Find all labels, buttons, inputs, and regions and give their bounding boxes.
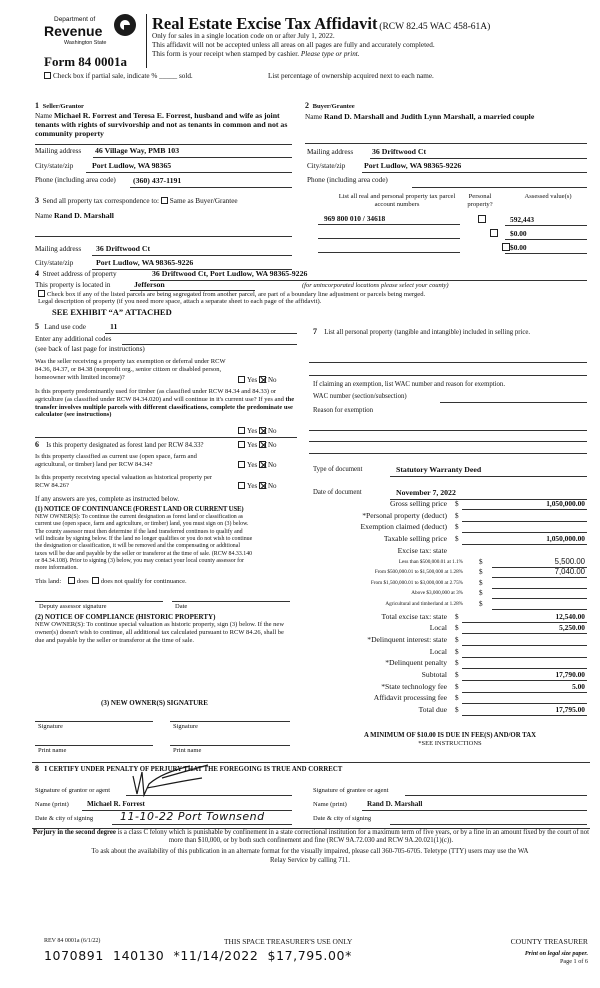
accessibility-notice: To ask about the availability of this publication in an alternate format for the visually impaired, please call 360-705-6705. Teletype (TTY) users may use the WA Relay Service by calling 711.	[91, 848, 529, 864]
partial-sale[interactable]	[44, 72, 193, 81]
notice-2-title: (2) NOTICE OF COMPLIANCE (HISTORIC PROPERTY)	[35, 613, 216, 621]
header-note-3-italic: Please type or print.	[300, 50, 360, 58]
header-note-3	[152, 50, 360, 59]
seller-phone-value: (360) 437-1191	[133, 176, 182, 185]
no-label: No	[267, 441, 277, 449]
new-owner-signature-label-2: Signature	[173, 723, 198, 730]
forest-q3-yes-checkbox[interactable]	[238, 482, 245, 489]
assessed-value-underline	[505, 225, 587, 226]
dollar-sign: $	[455, 671, 459, 679]
seller-section-num: 1	[35, 101, 39, 110]
tax-row-underline	[462, 509, 587, 510]
assessed-value[interactable]: 592,443	[510, 215, 535, 224]
land-use-q1: Was the seller receiving a property tax exemption or deferral under RCW 84.36, 84.37, or 84.38 (nonprofit org., senior citizen or disabled person, homeowner with limited income)?	[35, 358, 226, 381]
land-use-q2-yes-checkbox[interactable]	[238, 427, 245, 434]
additional-codes-label: Enter any additional codes	[35, 335, 112, 343]
dollar-sign: $	[479, 568, 483, 577]
buyer-section-label: Buyer/Grantee	[312, 103, 355, 110]
doc-date-value[interactable]: November 7, 2022	[396, 488, 456, 497]
agency-line-3: Washington State	[64, 40, 107, 46]
section-5-6-divider	[35, 437, 297, 438]
dollar-sign: $	[455, 511, 459, 520]
legal-description-label: Legal description of property (if you need more space, attach a separate sheet to each page of the affidavit).	[38, 298, 322, 305]
dollar-sign: $	[455, 624, 459, 633]
property-street-label: Street address of property	[42, 270, 117, 278]
personal-property-checkbox[interactable]	[502, 243, 510, 251]
doc-type-label: Type of document	[313, 466, 363, 473]
reason-line-1[interactable]	[309, 430, 587, 431]
tax-row-underline	[462, 645, 587, 646]
land-use-q2-no-checkbox[interactable]	[259, 427, 266, 434]
segregated-checkbox[interactable]	[38, 290, 45, 297]
continuance-field	[35, 577, 187, 586]
tax-row-underline	[462, 715, 587, 716]
perjury-text: is a class C felony which is punishable by confinement in a state correctional institution for a maximum term of five years, or by a fine in an amount fixed by the court of not more than $10,000, or by both such confinement and fine (RCW 9A.72.030 and RCW 9A.20.021(1)(c)).	[115, 829, 589, 845]
excise-tax-header: Excise tax: state	[397, 545, 447, 555]
tax-row-value[interactable]: 5,250.00	[559, 623, 585, 633]
dollar-sign: $	[455, 694, 459, 703]
deputy-signature-label: Deputy assessor signature	[39, 603, 107, 610]
parcel-number-underline	[318, 224, 460, 225]
buyer-heading	[305, 101, 587, 111]
parcel-number[interactable]: 969 800 010 / 34618	[324, 214, 386, 223]
notice-1-title: (1) NOTICE OF CONTINUANCE (FOREST LAND OR CURRENT USE)	[35, 506, 244, 513]
seller-mailing-underline	[93, 157, 292, 158]
tax-row-underline	[462, 692, 587, 693]
seller-name-label: Name	[35, 112, 53, 121]
seller-mailing-label: Mailing address	[35, 147, 82, 155]
tax-row-label: Local	[429, 623, 447, 633]
section-8-top-divider	[32, 762, 590, 763]
tax-bracket-label: Above $3,000,000 at 3%	[411, 590, 463, 597]
tax-row-value[interactable]: 5.00	[572, 681, 585, 691]
buyer-name-underline	[305, 143, 587, 144]
yes-label: Yes	[247, 482, 258, 490]
property-street-field[interactable]	[35, 269, 117, 279]
no-label: No	[267, 376, 277, 384]
does-not-label: does not qualify for continuance.	[100, 578, 187, 585]
seller-phone-label: Phone (including area code)	[35, 176, 116, 184]
assessed-value-underline	[505, 239, 587, 240]
land-use-underline	[105, 333, 297, 334]
tax-row-underline	[462, 521, 587, 522]
forest-q3-answer[interactable]	[238, 482, 277, 491]
seller-section-label: Seller/Grantor	[42, 103, 84, 110]
tax-row-value[interactable]: 17,790.00	[555, 670, 585, 679]
county-treasurer: COUNTY TREASURER	[510, 937, 588, 946]
dollar-sign: $	[455, 635, 459, 644]
buyer-mailing-value: 36 Driftwood Ct	[372, 147, 427, 156]
dor-logo-icon	[114, 14, 136, 36]
property-street-underline	[150, 280, 587, 281]
dor-logo	[44, 14, 146, 48]
exemption-intro: If claiming an exemption, list WAC number and reason for exemption.	[313, 381, 506, 388]
grantee-date-city-underline[interactable]	[390, 824, 587, 825]
parcel-number-underline	[318, 252, 460, 253]
correspondence-mailing-underline	[92, 255, 292, 256]
doc-type-value[interactable]: Statutory Warranty Deed	[396, 465, 482, 474]
personal-property-label	[313, 326, 585, 339]
segregated-label: Check box if any of the listed parcels are being segregated from another parcel, are part of a boundary line adjustment or parcels being merged.	[47, 291, 426, 298]
property-located-note: (for unincorporated locations please select your county)	[302, 282, 449, 289]
rev-code: REV 84 0001a (6/1/22)	[44, 938, 101, 944]
correspondence-name-field[interactable]	[35, 211, 114, 221]
forest-q2-answer[interactable]	[238, 461, 277, 470]
treasurer-use-only: THIS SPACE TREASURER'S USE ONLY	[224, 937, 353, 946]
tax-row-label: Total excise tax: state	[381, 611, 447, 621]
seller-mailing-value: 46 Village Way, PMB 103	[95, 146, 180, 155]
seller-section	[35, 101, 292, 139]
certify-section-num: 8	[35, 764, 39, 773]
tax-row-label: Local	[429, 646, 447, 656]
grantor-name-value[interactable]: Michael R. Forrest	[87, 800, 145, 808]
same-as-buyer-label: Same as Buyer/Grantee	[169, 197, 238, 205]
dollar-sign: $	[455, 500, 459, 508]
does-label: does	[76, 578, 89, 585]
tax-row-label: Exemption claimed (deduct)	[360, 522, 447, 532]
personal-property-text: List all personal property (tangible and intangible) included in selling price.	[324, 329, 531, 336]
personal-property-line-2[interactable]	[309, 375, 587, 376]
grantee-name-value[interactable]: Rand D. Marshall	[367, 800, 423, 808]
personal-property-section-num: 7	[313, 327, 317, 336]
buyer-section-num: 2	[305, 101, 309, 110]
grantee-name-label: Name (print)	[313, 801, 347, 808]
additional-codes-underline[interactable]	[122, 344, 297, 345]
additional-codes-note: (see back of last page for instructions)	[35, 345, 145, 353]
assessed-value-underline	[505, 253, 587, 254]
agency-line-1: Department of	[54, 16, 96, 23]
new-owner-signature-line-1[interactable]	[35, 721, 153, 722]
minimum-note: A MINIMUM OF $10.00 IS DUE IN FEE(S) AND/OR TAX	[363, 732, 537, 739]
parcel-col-header: List all real and personal property tax parcel account numbers	[338, 193, 456, 208]
seller-name-field[interactable]	[35, 112, 292, 139]
seller-city-label: City/state/zip	[35, 162, 74, 170]
buyer-city-underline	[362, 172, 587, 173]
page-number: Page 1 of 6	[559, 958, 588, 965]
reason-label: Reason for exemption	[313, 407, 374, 414]
new-owner-print-label-1: Print name	[38, 747, 67, 754]
property-street-value: 36 Driftwood Ct, Port Ludlow, WA 98365-9226	[152, 269, 308, 278]
tax-row-label: *Delinquent interest: state	[367, 634, 447, 644]
tax-bracket-underline	[492, 588, 587, 589]
personal-property-checkbox[interactable]	[478, 215, 486, 223]
perjury-notice	[32, 829, 590, 846]
grantor-date-city-label: Date & city of signing	[35, 815, 94, 822]
property-located-label: This property is located in	[35, 281, 111, 289]
forest-section-num: 6	[35, 440, 39, 449]
land-use-section-num: 5	[35, 322, 39, 331]
header-note-2: This affidavit will not be accepted unless all areas on all pages are fully and accurately completed.	[152, 41, 435, 49]
tax-bracket-label: Agricultural and timberland at 1.28%	[385, 600, 463, 607]
tax-row-value[interactable]: 1,050,000.00	[546, 499, 585, 508]
header-note-1: Only for sales in a single location code on or after July 1, 2022.	[152, 32, 335, 40]
correspondence-section-num: 3	[35, 196, 39, 205]
yes-label: Yes	[247, 376, 258, 384]
if-yes-note: If any answers are yes, complete as instructed below.	[35, 496, 180, 503]
partial-sale-checkbox[interactable]	[44, 72, 51, 79]
grantee-date-city-label: Date & city of signing	[313, 815, 372, 822]
doc-date-label: Date of document	[313, 489, 362, 496]
seller-name-value: Michael R. Forrest and Teresa E. Forrest, husband and wife as joint tenants with rights of survivorship and not as tenants in common and not as community property	[35, 111, 288, 138]
land-use-q1-no-checkbox[interactable]	[259, 376, 266, 383]
buyer-phone-label: Phone (including area code)	[307, 176, 388, 184]
new-owner-signature-title: (3) NEW OWNER(S) SIGNATURE	[101, 699, 208, 707]
new-owner-print-label-2: Print name	[173, 747, 202, 754]
grantee-signature-label: Signature of grantee or agent	[313, 787, 389, 794]
tax-bracket-value[interactable]: 5,500.00	[554, 556, 585, 566]
header-divider	[146, 14, 147, 68]
dollar-sign: $	[479, 589, 483, 598]
correspondence-name-underline	[35, 236, 292, 237]
tax-row-value[interactable]: 1,050,000.00	[546, 534, 585, 544]
grantor-name-label: Name (print)	[35, 801, 69, 808]
land-use-q2-bold: the transfer involves multiple parcels with different classifications, complete the predominate use calculator (see instructions)	[35, 395, 295, 419]
notice-1-body: NEW OWNER(S): To continue the current designation as forest land or classification as current use (open space, farm and agriculture, or timber) land, you must sign on (3) below. The county assessor must then determine if the land transferred continues to qualify and will indicate by signing below. If the land no longer qualifies or you do not wish to continue the designation or classification, it will be removed and the compensating or additional taxes will be due and payable by the seller or transferor at the time of sale. (RCW 84.33.140 or 84.34.108). Prior to signing (3) below, you may contact your local county assessor for more information.	[35, 514, 253, 572]
deputy-date-line[interactable]	[172, 601, 290, 602]
notice-2-body: NEW OWNER(S): To continue special valuation as historic property, sign (3) below. If the new owner(s) doesn't wish to continue, all additional tax calculated pursuant to RCW 84.26, shall be due and payable by the seller or transferor at the time of sale.	[35, 621, 285, 644]
grantor-signature-label: Signature of grantor or agent	[35, 787, 111, 794]
dollar-sign: $	[455, 523, 459, 532]
parcel-number-underline	[318, 238, 460, 239]
dollar-sign: $	[455, 647, 459, 656]
seller-city-underline	[86, 172, 292, 173]
tax-bracket-value[interactable]: 7,040.00	[554, 567, 585, 577]
tax-bracket-underline	[492, 577, 587, 578]
partial-sale-label: Check box if partial sale, indicate % _____ sold.	[53, 72, 193, 80]
certify-statement-text: I CERTIFY UNDER PENALTY OF PERJURY THAT THE FOREGOING IS TRUE AND CORRECT	[44, 766, 343, 773]
reason-line-2[interactable]	[309, 441, 587, 442]
tax-row-label: Taxable selling price	[383, 534, 447, 544]
tax-row-label: *Personal property (deduct)	[362, 510, 447, 520]
buyer-mailing-label: Mailing address	[307, 148, 354, 156]
tax-row-label: Subtotal	[421, 670, 447, 679]
doc-type-underline	[390, 476, 587, 477]
tax-row-value[interactable]: 12,540.00	[555, 611, 585, 621]
tax-row-label: Gross selling price	[390, 499, 447, 508]
forest-q2: Is this property classified as current use (open space, farm and agricultural, or timber) land per RCW 84.34?	[35, 453, 197, 468]
agency-line-2: Revenue	[44, 23, 103, 39]
print-note: Print on legal size paper.	[524, 950, 588, 957]
property-located-value[interactable]: Jefferson	[134, 280, 165, 289]
assessed-value[interactable]: $0.00	[510, 243, 527, 252]
deputy-signature-line[interactable]	[35, 601, 163, 602]
seller-phone-underline	[130, 187, 292, 188]
new-owner-signature-label-1: Signature	[38, 723, 63, 730]
new-owner-print-line-1[interactable]	[35, 745, 153, 746]
same-as-buyer-checkbox[interactable]	[161, 197, 168, 204]
land-use-code-field[interactable]	[35, 322, 86, 332]
correspondence-name-value: Rand D. Marshall	[53, 211, 114, 220]
correspondence-label: Send all property tax correspondence to:	[42, 197, 159, 205]
correspondence-mailing-label: Mailing address	[35, 245, 82, 253]
buyer-name-value: Rand D. Marshall and Judith Lynn Marshall, a married couple	[323, 112, 535, 122]
legal-description-value: SEE EXHIBIT “A” ATTACHED	[52, 307, 172, 317]
dollar-sign: $	[455, 682, 459, 691]
treasurer-stamp: 1070891 140130 *11/14/2022 $17,795.00*	[44, 948, 352, 963]
forest-q1-no-checkbox[interactable]	[259, 441, 266, 448]
tax-row-label: *State technology fee	[381, 681, 447, 691]
ownership-note: List percentage of ownership acquired next to each name.	[268, 72, 434, 80]
perjury-bold: Perjury in the second degree	[33, 829, 116, 836]
forest-q2-no-checkbox[interactable]	[259, 461, 266, 468]
forest-q2-yes-checkbox[interactable]	[238, 461, 245, 468]
reason-line-3[interactable]	[309, 453, 587, 454]
no-label: No	[267, 461, 277, 469]
personal-col-header: Personal property?	[467, 193, 493, 208]
land-use-code-value: 11	[110, 322, 118, 331]
form-number: Form 84 0001a	[44, 54, 128, 69]
forest-q3: Is this property receiving special valuation as historical property per RCW 84.26?	[35, 474, 213, 489]
property-section-num: 4	[35, 269, 39, 278]
correspondence-name-label: Name	[35, 212, 53, 220]
personal-property-line-1[interactable]	[309, 362, 587, 363]
correspondence-city-label: City/state/zip	[35, 259, 74, 267]
dollar-sign: $	[479, 599, 483, 608]
tax-row-value[interactable]: 17,795.00	[555, 705, 585, 715]
deputy-date-label: Date	[175, 603, 188, 610]
yes-label: Yes	[247, 461, 258, 469]
dollar-sign: $	[455, 535, 459, 544]
land-use-q1-yes-checkbox[interactable]	[238, 376, 245, 383]
assessed-value[interactable]: $0.00	[510, 229, 527, 238]
tax-row-label: Total due	[418, 705, 447, 715]
tax-row-label: *Delinquent penalty	[385, 658, 447, 668]
new-owner-print-line-2[interactable]	[170, 745, 290, 746]
land-use-code-label: Land use code	[44, 323, 86, 331]
forest-q1-text: Is this property designated as forest land per RCW 84.33?	[46, 442, 204, 449]
buyer-mailing-underline	[370, 158, 587, 159]
correspondence-mailing-value: 36 Driftwood Ct	[96, 244, 151, 253]
tax-bracket-label: Less than $500,000.01 at 1.1%	[398, 558, 463, 565]
tax-bracket-underline	[492, 598, 587, 599]
forest-q3-no-checkbox[interactable]	[259, 482, 266, 489]
no-label: No	[267, 427, 277, 435]
seller-heading	[35, 101, 292, 111]
seller-city-value: Port Ludlow, WA 98365	[92, 161, 172, 170]
dollar-sign: $	[455, 706, 459, 715]
yes-label: Yes	[247, 441, 258, 449]
seller-mailing-field[interactable]	[35, 147, 81, 156]
dollar-sign: $	[479, 557, 483, 566]
land-use-q2-answer[interactable]	[238, 427, 277, 436]
land-use-q2-text: Is this property predominantly used for timber (as classified under RCW 84.34 and 84.33) or agriculture (as classified under RCW 84.34.020) and will continue in it's current use? If yes and	[35, 388, 284, 403]
correspondence-city-value: Port Ludlow, WA 98365-9226	[96, 258, 194, 267]
wac-label: WAC number (section/subsection)	[313, 393, 407, 400]
forest-q1-yes-checkbox[interactable]	[238, 441, 245, 448]
grantor-date-city-value[interactable]: 11-10-22 Port Townsend	[120, 810, 265, 823]
does-qualify-checkbox[interactable]	[68, 577, 75, 584]
new-owner-signature-line-2[interactable]	[170, 721, 290, 722]
land-use-q2	[35, 388, 297, 419]
grantee-name-underline	[362, 810, 587, 811]
this-land-label: This land:	[35, 578, 62, 585]
yes-label: Yes	[247, 427, 258, 435]
buyer-city-label: City/state/zip	[307, 162, 346, 170]
dollar-sign: $	[455, 659, 459, 668]
buyer-name-field[interactable]	[305, 112, 587, 122]
title-text: Real Estate Excise Tax Affidavit	[152, 14, 378, 33]
tax-bracket-label: From $500,000.01 to $1,500,000 at 1.28%	[374, 569, 463, 576]
tax-row-label: Affidavit processing fee	[373, 693, 447, 703]
see-instructions: *SEE INSTRUCTIONS	[418, 740, 482, 747]
no-label: No	[267, 482, 277, 490]
title-cite: (RCW 82.45 WAC 458-61A)	[379, 22, 491, 32]
forest-q1	[35, 440, 204, 450]
buyer-city-value: Port Ludlow, WA 98365-9226	[364, 161, 462, 170]
tax-bracket-underline	[492, 609, 587, 610]
grantor-date-city-underline	[112, 824, 292, 825]
grantee-signature-line[interactable]	[405, 795, 587, 796]
header-note-3-text: This form is your receipt when stamped by cashier.	[152, 50, 300, 58]
correspondence-heading	[35, 196, 238, 206]
personal-property-checkbox[interactable]	[490, 229, 498, 237]
dollar-sign: $	[479, 578, 483, 587]
land-use-q1-answer[interactable]	[238, 376, 277, 385]
buyer-name-label: Name	[305, 113, 323, 122]
forest-q1-answer[interactable]	[238, 441, 277, 450]
tax-bracket-label: From $1,500,000.01 to $3,000,000 at 2.75%	[370, 579, 463, 586]
wac-input-line[interactable]	[440, 402, 587, 403]
does-not-qualify-checkbox[interactable]	[92, 577, 99, 584]
seller-name-underline	[35, 144, 292, 145]
grantor-signature[interactable]	[128, 762, 228, 798]
dollar-sign: $	[455, 612, 459, 621]
buyer-phone-underline[interactable]	[412, 187, 587, 188]
assessed-col-header: Assessed value(s)	[524, 193, 572, 200]
buyer-section	[305, 101, 587, 122]
tax-row-underline	[462, 633, 587, 634]
tax-row-underline	[462, 544, 587, 545]
tax-row-underline	[462, 657, 587, 658]
